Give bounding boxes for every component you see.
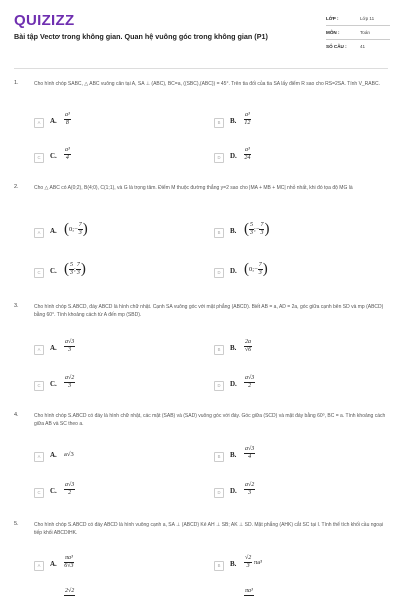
question-text: Cho △ ABC có A(0;2), B(4;0), C(1;1), và G là trọng tâm. Điểm M thuộc đường thẳng y=2 sao cho |MA + MB + MC| nhỏ nhất, khi đó tọa độ MG là (34, 185, 353, 191)
meta-row-subject: MÔN : Toán (326, 26, 390, 40)
page-title: Bài tập Vectơ trong không gian. Quan hệ vuông góc trong không gian (P1) (14, 32, 268, 41)
header-divider (14, 68, 388, 69)
worksheet-header (0, 0, 400, 68)
question-text: Cho hình chóp S.ABCD có đáy ABCD là hình vuông cạnh a, SA ⊥ (ABCD) Kẻ AH ⊥ SB; AK ⊥ SD. Mặt phẳng (AHK) cắt SC tại I. Tính thể tích khối cầu ngoại tiếp khối ABCDIHK. (34, 522, 383, 537)
meta-table (326, 12, 390, 53)
question-text: Cho hình chóp S.ABCD có đáy là hình chữ nhật, các mặt (SAB) và (SAD) vuông góc với đáy. Góc giữa (SCD) và mặt đáy bằng 60⁰, BC = a. Tính khoảng cách giữa AB và SC theo a. (34, 413, 386, 428)
question-text: Cho hình chóp S.ABCD, đáy ABCD là hình chữ nhật. Cạnh SA vuông góc với mặt phẳng (ABCD). Biết AB = a, AD = 2a, góc giữa cạnh bên SD và mp (ABCD) bằng 60°. Tính khoảng cách từ A đến mp (SBD). (34, 304, 384, 319)
quizizz-logo: QUIZIZZ (14, 12, 75, 29)
question-text: Cho hình chóp SABC, △ ABC vuông cân tại A, SA ⊥ (ABC), BC=a, ((SBC),(ABC)) = 45°. Trên tia đối của tia SA lấy điểm R sao cho RS=2SA. Tính V_RABC. (34, 81, 380, 87)
meta-row-class: LỚP : Lớp 11 (326, 12, 390, 26)
meta-row-count: SỐ CÂU : 41 (326, 44, 366, 49)
